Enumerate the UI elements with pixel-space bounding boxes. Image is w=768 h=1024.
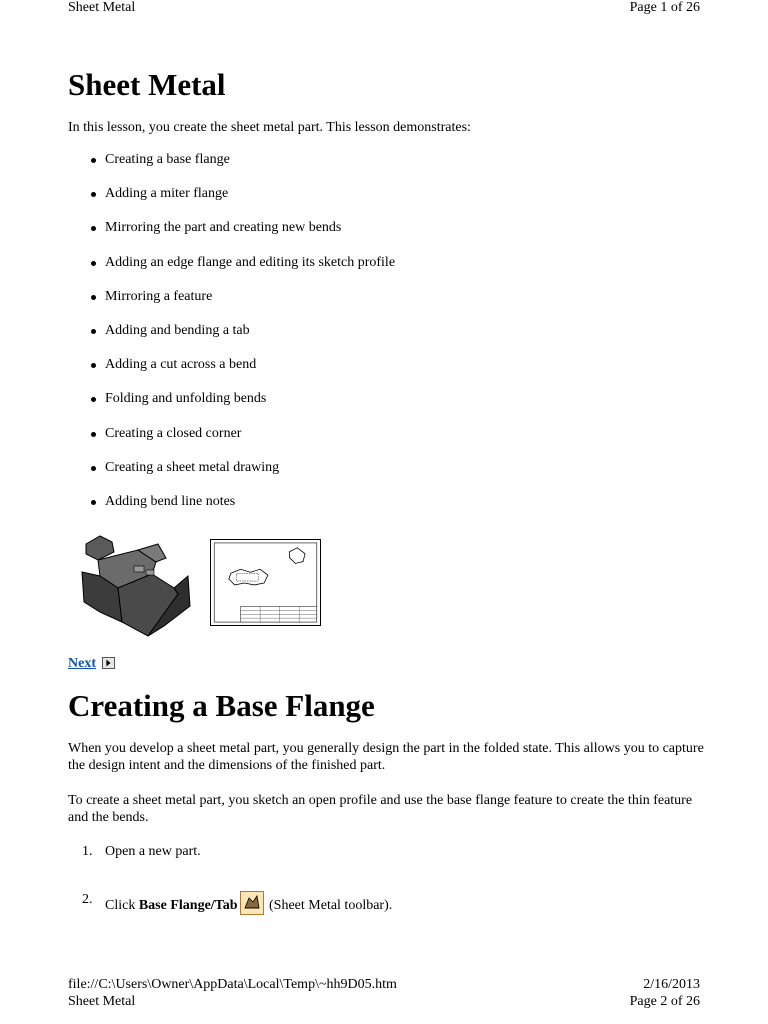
list-item: Creating a closed corner bbox=[68, 425, 395, 459]
step-text: Open a new part. bbox=[105, 844, 201, 859]
step-number: 2. bbox=[82, 892, 93, 907]
list-item: Folding and unfolding bends bbox=[68, 390, 395, 424]
intro-text: In this lesson, you create the sheet metal part. This lesson demonstrates: bbox=[68, 120, 471, 135]
list-item: Adding and bending a tab bbox=[68, 322, 395, 356]
list-item: Adding bend line notes bbox=[68, 493, 395, 527]
list-item: Creating a base flange bbox=[68, 151, 395, 185]
section-title: Creating a Base Flange bbox=[68, 688, 375, 723]
next-page-header-title: Sheet Metal bbox=[68, 994, 136, 1009]
list-item: Mirroring the part and creating new bends bbox=[68, 219, 395, 253]
paragraph: To create a sheet metal part, you sketch an open profile and use the base flange feature to create the thin feature and the bends. bbox=[68, 793, 693, 825]
next-link[interactable]: Next bbox=[68, 656, 96, 671]
step-text-prefix: Click bbox=[105, 898, 139, 913]
next-arrow-icon[interactable] bbox=[102, 657, 115, 669]
list-item: Adding a miter flange bbox=[68, 185, 395, 219]
sheet-metal-part-image bbox=[78, 532, 192, 638]
step-text-suffix: (Sheet Metal toolbar). bbox=[265, 898, 393, 913]
footer-date: 2/16/2013 bbox=[643, 977, 700, 992]
base-flange-tab-icon[interactable] bbox=[240, 891, 264, 915]
sheet-metal-drawing-image bbox=[210, 539, 321, 626]
list-item: Creating a sheet metal drawing bbox=[68, 459, 395, 493]
page-title: Sheet Metal bbox=[68, 67, 226, 102]
step-number: 1. bbox=[82, 844, 93, 859]
step-text bbox=[105, 891, 392, 915]
list-item: Adding a cut across a bend bbox=[68, 356, 395, 390]
lesson-topics-list bbox=[68, 151, 395, 527]
paragraph: When you develop a sheet metal part, you generally design the part in the folded state. This allows you to capture the design intent and the dimensions of the finished part. bbox=[68, 741, 704, 773]
next-page-number: Page 2 of 26 bbox=[629, 994, 700, 1009]
list-item: Adding an edge flange and editing its sketch profile bbox=[68, 254, 395, 288]
tool-name: Base Flange/Tab bbox=[138, 898, 238, 913]
footer-file-path: file://C:\Users\Owner\AppData\Local\Temp\~hh9D05.htm bbox=[68, 977, 397, 992]
header-title: Sheet Metal bbox=[68, 0, 136, 15]
list-item: Mirroring a feature bbox=[68, 288, 395, 322]
header-page-number: Page 1 of 26 bbox=[629, 0, 700, 15]
